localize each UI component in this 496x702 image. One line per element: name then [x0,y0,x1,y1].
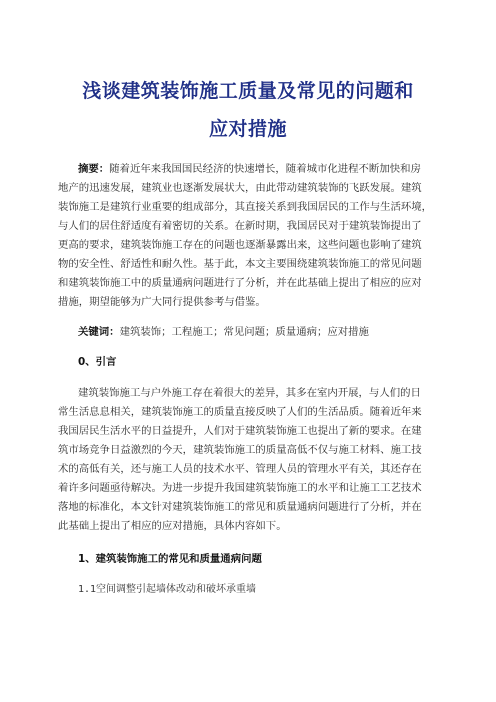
title-line-1: 浅谈建筑装饰施工质量及常见的问题和 [82,80,414,102]
body-line: 我国居民生活水平的日益提升，人们对于建筑装饰施工也提出了新的要求。在建 [58,425,422,437]
keywords-label: 关键词： [78,326,120,338]
subsection-heading: 1.1空间调整引起墙体改动和破坏承重墙 [78,584,257,595]
title-line-2: 应对措施 [208,118,287,140]
body-line: 常生活息息相关，建筑装饰施工的质量直接反映了人们的生活品质。随着近年来 [58,406,422,418]
abstract-line: 物的安全性、舒适性和耐久性。基于此，本文主要围绕建筑装饰施工的常见问题 [58,258,422,270]
keywords-line [78,325,369,339]
keywords-text: 建筑装饰；工程施工；常见问题；质量通病；应对措施 [119,326,369,338]
body-line: 着许多问题亟待解决。为进一步提升我国建筑装饰施工的水平和让施工工艺技术 [58,482,422,494]
abstract-label: 摘要： [78,163,110,175]
section-heading: 0、引言 [78,356,117,368]
body-line: 此基础上提出了相应的应对措施，具体内容如下。 [58,520,287,532]
abstract-line: 与人们的居住舒适度有着密切的关系。在新时期，我国居民对于建筑装饰提出了 [58,220,422,232]
body-line: 落地的标准化，本文针对建筑装饰施工的常见和质量通病问题进行了分析，并在 [58,501,422,513]
abstract-line: 地产的迅速发展，建筑业也逐渐发展状大，由此带动建筑装饰的飞跃发展。建筑 [58,182,422,194]
abstract-line: 装饰施工是建筑行业重要的组成部分，其直接关系到我国居民的工作与生活环境， [58,201,433,213]
section-heading: 1、建筑装饰施工的常见和质量通病问题 [78,553,262,565]
body-line: 建筑装饰施工与户外施工存在着很大的差异，其多在室内开展，与人们的日 [78,387,421,399]
abstract-line: 和建筑装饰施工中的质量通病问题进行了分析，并在此基础上提出了相应的应对 [58,277,422,289]
abstract-line: 措施，期望能够为广大同行提供参考与借鉴。 [58,296,266,308]
body-line: 术的高低有关，还与施工人员的技术水平、管理人员的管理水平有关，其还存在 [58,463,422,475]
abstract-line: 随着近年来我国国民经济的快速增长，随着城市化进程不断加快和房 [109,163,421,175]
abstract-first-line [78,162,421,176]
body-line: 筑市场竞争日益激烈的今天，建筑装饰施工的质量高低不仅与施工材料、施工技 [58,444,422,456]
abstract-line: 更高的要求，建筑装饰施工存在的问题也逐渐暴露出来，这些问题也影响了建筑 [58,239,422,251]
